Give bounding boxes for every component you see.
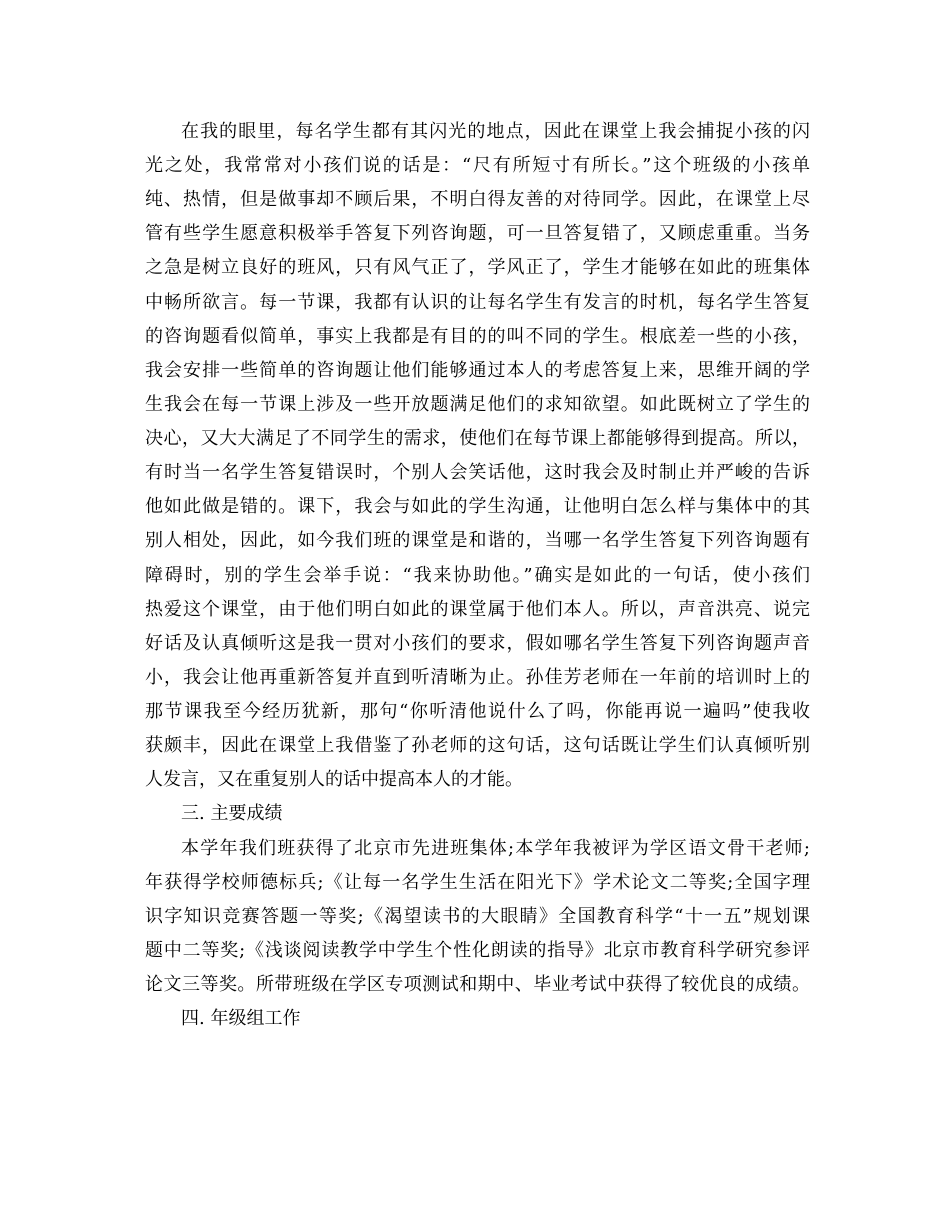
section-heading-grade-group-work: 四. 年级组工作 — [181, 1008, 301, 1029]
paragraph-1-line-8: 我会安排一些简单的咨询题让他们能够通过本人的考虑答复上来，思维开阔的学 — [145, 360, 810, 381]
paragraph-1-line-15: 热爱这个课堂，由于他们明白如此的课堂属于他们本人。所以，声音洪亮、说完 — [145, 599, 810, 620]
paragraph-1-line-19: 获颇丰，因此在课堂上我借鉴了孙老师的这句话，这句话既让学生们认真倾听别 — [145, 735, 810, 756]
paragraph-1-line-1: 在我的眼里，每名学生都有其闪光的地点，因此在课堂上我会捕捉小孩的闪 — [181, 121, 810, 142]
paragraph-1-line-17: 小，我会让他再重新答复并直到听清晰为止。孙佳芳老师在一年前的培训时上的 — [145, 667, 810, 688]
paragraph-1-line-18: 那节课我至今经历犹新，那句“你听清他说什么了吗，你能再说一遍吗”使我收 — [145, 701, 810, 722]
paragraph-1-line-4: 管有些学生愿意积极举手答复下列咨询题，可一旦答复错了，又顾虑重重。当务 — [145, 223, 810, 244]
paragraph-1-line-11: 有时当一名学生答复错误时，个别人会笑话他，这时我会及时制止并严峻的告诉 — [145, 462, 810, 483]
paragraph-1-line-2: 光之处，我常常对小孩们说的话是：“尺有所短寸有所长。”这个班级的小孩单 — [145, 155, 810, 176]
paragraph-1-line-9: 生我会在每一节课上涉及一些开放题满足他们的求知欲望。如此既树立了学生的 — [145, 394, 810, 415]
paragraph-2-line-2: 年获得学校师德标兵;《让每一名学生生活在阳光下》学术论文二等奖;全国字理 — [145, 872, 810, 893]
section-heading-main-achievements: 三. 主要成绩 — [181, 803, 283, 824]
paragraph-2-line-1: 本学年我们班获得了北京市先进班集体;本学年我被评为学区语文骨干老师; — [181, 838, 810, 859]
paragraph-1-line-13: 别人相处，因此，如今我们班的课堂是和谐的，当哪一名学生答复下列咨询题有 — [145, 530, 810, 551]
paragraph-2-line-5: 论文三等奖。所带班级在学区专项测试和期中、毕业考试中获得了较优良的成绩。 — [145, 974, 810, 995]
paragraph-1-line-12: 他如此做是错的。课下，我会与如此的学生沟通，让他明白怎么样与集体中的其 — [145, 496, 810, 517]
paragraph-1-line-20: 人发言，又在重复别人的话中提高本人的才能。 — [145, 769, 523, 790]
paragraph-1-line-7: 的咨询题看似简单，事实上我都是有目的的叫不同的学生。根底差一些的小孩， — [145, 326, 810, 347]
paragraph-1-line-14: 障碍时，别的学生会举手说：“我来协助他。”确实是如此的一句话，使小孩们 — [145, 565, 810, 586]
paragraph-2-line-3: 识字知识竞赛答题一等奖;《渴望读书的大眼睛》全国教育科学“十一五”规划课 — [145, 906, 810, 927]
paragraph-1-line-16: 好话及认真倾听这是我一贯对小孩们的要求，假如哪名学生答复下列咨询题声音 — [145, 633, 810, 654]
paragraph-1-line-3: 纯、热情，但是做事却不顾后果，不明白得友善的对待同学。因此，在课堂上尽 — [145, 189, 810, 210]
paragraph-1-line-10: 决心，又大大满足了不同学生的需求，使他们在每节课上都能够得到提高。所以， — [145, 428, 810, 449]
paragraph-1-line-6: 中畅所欲言。每一节课，我都有认识的让每名学生有发言的时机，每名学生答复 — [145, 292, 810, 313]
paragraph-1-line-5: 之急是树立良好的班风，只有风气正了，学风正了，学生才能够在如此的班集体 — [145, 257, 810, 278]
paragraph-2-line-4: 题中二等奖;《浅谈阅读教学中学生个性化朗读的指导》北京市教育科学研究参评 — [145, 940, 810, 961]
